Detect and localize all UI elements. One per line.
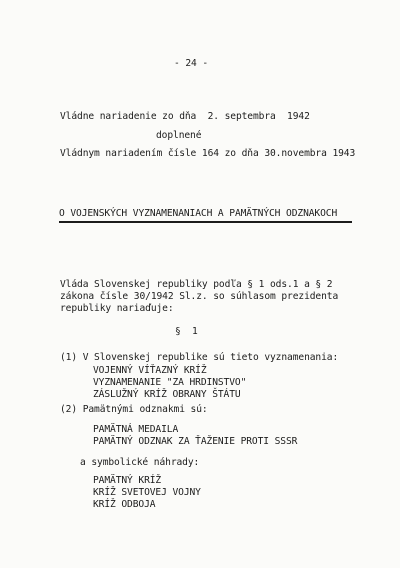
header-line-1: Vládne nariadenie zo dňa 2. septembra 1942 — [60, 111, 310, 122]
paragraph-2-sub-item: PAMÄTNÝ KRÍŽ — [93, 475, 162, 486]
paragraph-2-intro: (2) Pamätnými odznakmi sú: — [60, 404, 208, 415]
preamble-line-3: republiky nariaďuje: — [60, 303, 174, 314]
section-mark: § 1 — [175, 326, 198, 337]
paragraph-1-intro: (1) V Slovenskej republike sú tieto vyznamenania: — [60, 352, 339, 363]
paragraph-2-sub-item: KRÍŽ SVETOVEJ VOJNY — [93, 487, 201, 498]
page-number: - 24 - — [174, 58, 209, 69]
preamble-line-1: Vláda Slovenskej republiky podľa § 1 ods.1 a § 2 — [60, 279, 333, 290]
header-line-3: Vládnym nariadením čísle 164 zo dňa 30.novembra 1943 — [60, 148, 356, 159]
paragraph-2-item: PAMÄTNÝ ODZNAK ZA ŤAŽENIE PROTI SSSR — [93, 436, 298, 447]
document-title: O VOJENSKÝCH VYZNAMENANIACH A PAMÄTNÝCH ODZNAKOCH — [59, 208, 338, 219]
paragraph-2-item: PAMÄTNÁ MEDAILA — [93, 424, 179, 435]
paragraph-1-item: VOJENNÝ VÍŤAZNÝ KRÍŽ — [93, 365, 207, 376]
paragraph-2-sub-item: KRÍŽ ODBOJA — [93, 499, 156, 510]
paragraph-1-item: ZÁSLUŽNÝ KRÍŽ OBRANY ŠTÁTU — [93, 389, 241, 400]
preamble-line-2: zákona čísle 30/1942 Sl.z. so súhlasom prezidenta — [60, 291, 339, 302]
paragraph-1-item: VYZNAMENANIE "ZA HRDINSTVO" — [93, 377, 247, 388]
header-line-2: doplnené — [156, 130, 202, 141]
paragraph-2-sub-intro: a symbolické náhrady: — [80, 457, 200, 468]
title-underline — [59, 221, 352, 223]
